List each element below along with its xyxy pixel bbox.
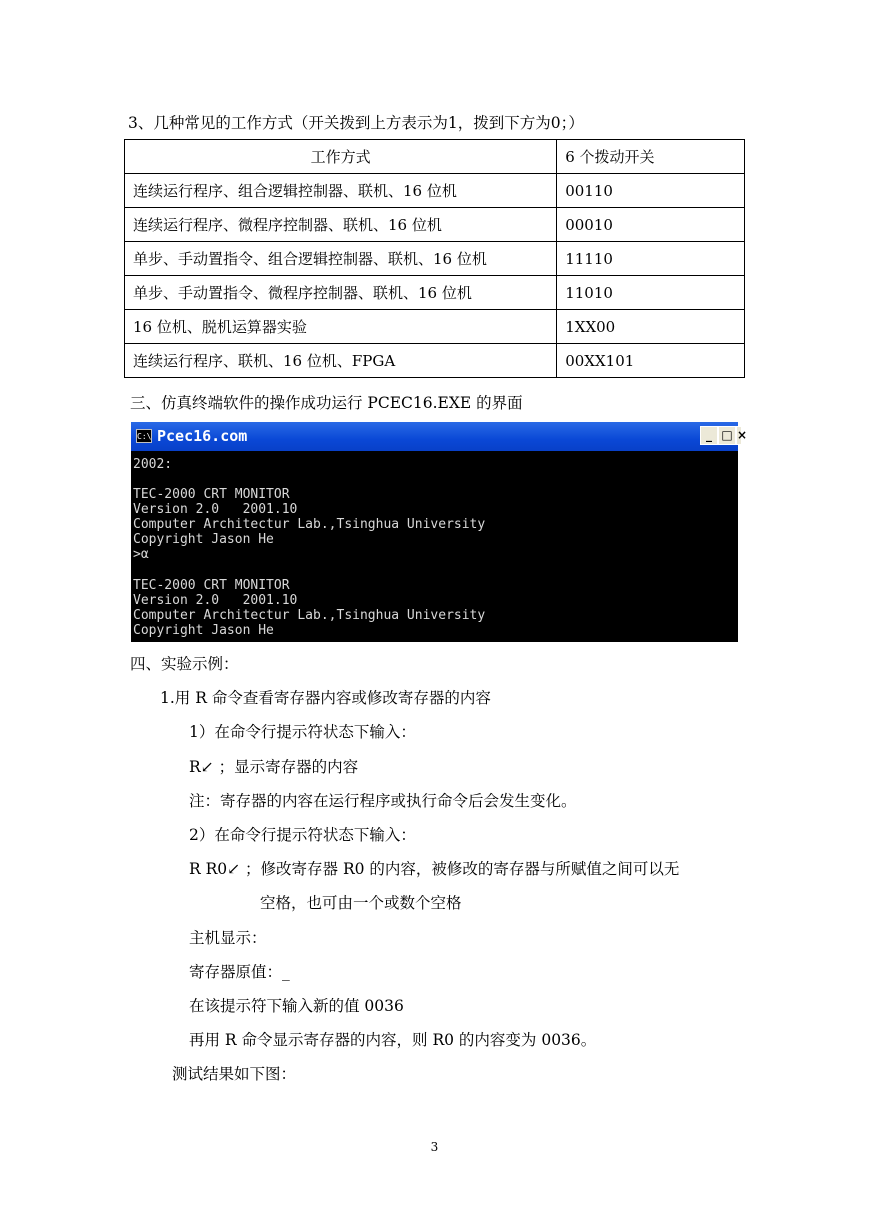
- switch-cell: 11110: [557, 242, 745, 276]
- command-1: R↙ ；显示寄存器的内容: [189, 758, 359, 776]
- console-line: Computer Architectur Lab.,Tsinghua University: [133, 608, 486, 623]
- close-button[interactable]: ×: [736, 426, 742, 445]
- register-original-value: 寄存器原值：_: [189, 963, 290, 981]
- section-3-heading: 3、几种常见的工作方式（开关拨到上方表示为1，拨到下方为0；）: [128, 114, 584, 132]
- command-2-continued: 空格，也可由一个或数个空格: [260, 894, 462, 912]
- table-row: [125, 276, 745, 310]
- table-row: [125, 208, 745, 242]
- console-line: 2002:: [133, 457, 173, 472]
- window-title: Pcec16.com: [157, 427, 248, 445]
- console-line: Version 2.0 2001.10: [133, 593, 298, 608]
- table-row: [125, 310, 745, 344]
- table-row: [125, 344, 745, 378]
- header-mode: 工作方式: [125, 140, 557, 174]
- console-line: TEC-2000 CRT MONITOR: [133, 487, 290, 502]
- switch-cell: 00010: [557, 208, 745, 242]
- step-2: 2）在命令行提示符状态下输入：: [189, 826, 416, 844]
- step-1: 1）在命令行提示符状态下输入：: [189, 723, 416, 741]
- result-text: 再用 R 命令显示寄存器的内容，则 R0 的内容变为 0036。: [189, 1031, 597, 1049]
- command-2: R R0↙ ；修改寄存器 R0 的内容，被修改的寄存器与所赋值之间可以无: [189, 860, 680, 878]
- page-number: 3: [430, 1140, 439, 1154]
- console-line: TEC-2000 CRT MONITOR: [133, 578, 290, 593]
- console-line: Version 2.0 2001.10: [133, 502, 298, 517]
- console-line: Copyright Jason He: [133, 532, 274, 547]
- console-line: Copyright Jason He: [133, 623, 274, 638]
- switch-cell: 1XX00: [557, 310, 745, 344]
- console-line: Computer Architectur Lab.,Tsinghua University: [133, 517, 486, 532]
- mode-cell: 单步、手动置指令、微程序控制器、联机、16 位机: [125, 276, 557, 310]
- console-window[interactable]: [131, 422, 748, 642]
- example-1-title: 1.用 R 命令查看寄存器内容或修改寄存器的内容: [160, 689, 491, 707]
- host-display-label: 主机显示：: [189, 929, 267, 947]
- table-row: [125, 242, 745, 276]
- switch-cell: 00XX101: [557, 344, 745, 378]
- maximize-button[interactable]: □: [718, 426, 736, 445]
- mode-cell: 16 位机、脱机运算器实验: [125, 310, 557, 344]
- mode-cell: 连续运行程序、组合逻辑控制器、联机、16 位机: [125, 174, 557, 208]
- header-switches: 6 个拨动开关: [557, 140, 745, 174]
- note-1: 注：寄存器的内容在运行程序或执行命令后会发生变化。: [189, 792, 577, 810]
- section-four-heading: 四、实验示例：: [130, 655, 239, 673]
- table-header-row: [125, 140, 745, 174]
- work-modes-table: [124, 139, 745, 378]
- switch-cell: 11010: [557, 276, 745, 310]
- mode-cell: 单步、手动置指令、组合逻辑控制器、联机、16 位机: [125, 242, 557, 276]
- console-line: >α: [133, 547, 149, 562]
- console-icon[interactable]: C:\: [136, 429, 152, 443]
- table-row: [125, 174, 745, 208]
- test-result-label: 测试结果如下图：: [172, 1065, 297, 1083]
- mode-cell: 连续运行程序、微程序控制器、联机、16 位机: [125, 208, 557, 242]
- section-three-heading: 三、仿真终端软件的操作成功运行 PCEC16.EXE 的界面: [130, 394, 523, 412]
- mode-cell: 连续运行程序、联机、16 位机、FPGA: [125, 344, 557, 378]
- switch-cell: 00110: [557, 174, 745, 208]
- minimize-button[interactable]: _: [700, 426, 718, 445]
- window-titlebar[interactable]: [131, 422, 748, 451]
- input-new-value: 在该提示符下输入新的值 0036: [189, 997, 404, 1015]
